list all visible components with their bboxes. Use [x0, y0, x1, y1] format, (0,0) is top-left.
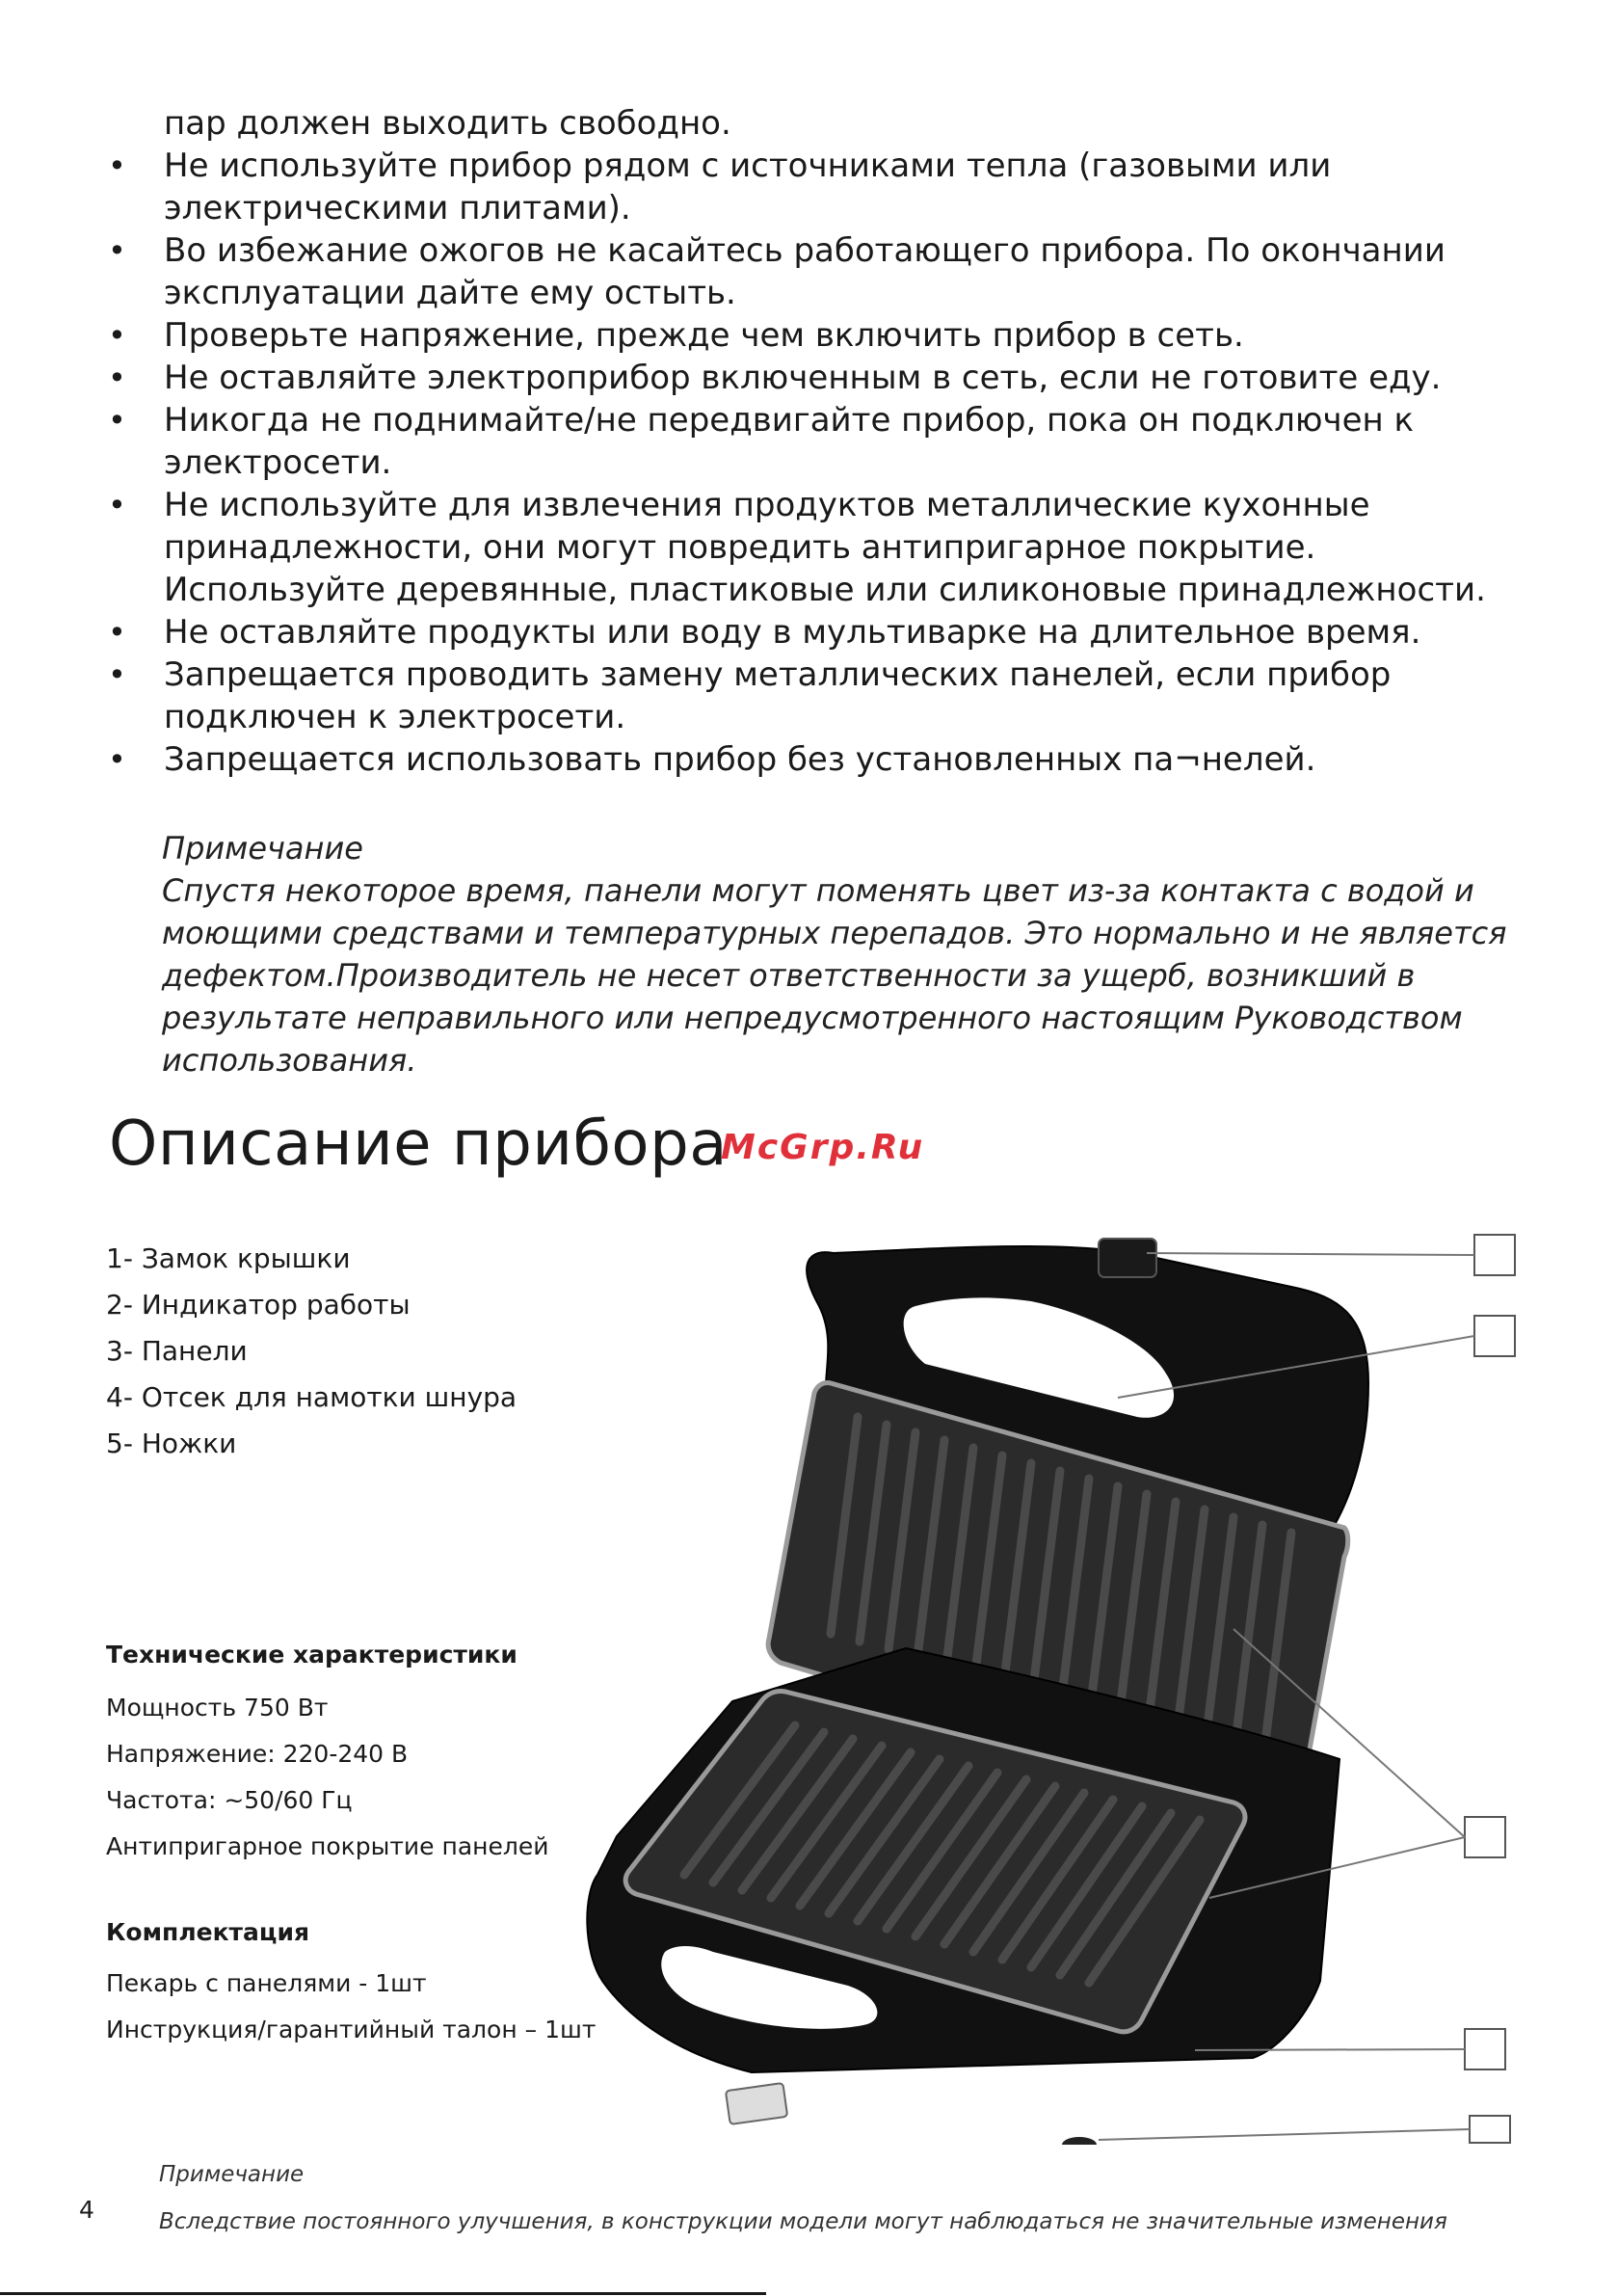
- footer-note-title: Примечание: [159, 2162, 305, 2187]
- safety-item: пар должен выходить свободно.: [164, 104, 731, 143]
- note-text: Спустя некоторое время, панели могут поменять цвет из-за контакта с водой и моющими средствами и температурных перепадов. Это нормально и не является дефектом.Производитель не несет ответственности за ущерб, возникший в результате неправильного или непредусмотренного настоящим Руководством использования.: [162, 872, 1507, 1079]
- parts-list: [106, 1236, 517, 1467]
- page-number: 4: [79, 2196, 94, 2224]
- safety-item: • Не оставляйте продукты или воду в мультиварке на длительное время.: [106, 611, 1513, 654]
- callout-box-2: [1474, 1316, 1515, 1356]
- bottom-rule: [0, 2292, 766, 2295]
- note-block: [162, 827, 1511, 1081]
- callout-box-3: [1465, 1817, 1505, 1857]
- part-item: 2- Индикатор работы: [106, 1289, 411, 1321]
- kit-item: Инструкция/гарантийный талон – 1шт: [106, 2016, 597, 2043]
- spec-item: Напряжение: 220-240 В: [106, 1740, 409, 1768]
- specs-title: Технические характеристики: [106, 1641, 517, 1669]
- callout-box-1: [1474, 1235, 1515, 1275]
- spec-item: Мощность 750 Вт: [106, 1694, 329, 1722]
- safety-item: • Не оставляйте электроприбор включенным в сеть, если не готовите еду.: [106, 357, 1513, 399]
- kit-title: Комплектация: [106, 1918, 310, 1946]
- safety-item: • Проверьте напряжение, прежде чем включить прибор в сеть.: [106, 314, 1513, 357]
- watermark-text: McGrp.Ru: [721, 1128, 925, 1167]
- safety-item: • Не используйте прибор рядом с источниками тепла (газовыми или электрическими плитами).: [106, 145, 1513, 229]
- safety-item: • Никогда не поднимайте/не передвигайте прибор, пока он подключен к электросети.: [106, 399, 1513, 484]
- safety-list: [106, 102, 1513, 781]
- kit-item: Пекарь с панелями - 1шт: [106, 1969, 427, 1997]
- part-item: 1- Замок крышки: [106, 1242, 351, 1274]
- lid-lock: [1099, 1239, 1156, 1277]
- safety-item: • Во избежание ожогов не касайтесь работающего прибора. По окончании эксплуатации дайте ему остыть.: [106, 229, 1513, 314]
- note-title: Примечание: [162, 830, 363, 867]
- kit-list: [106, 1961, 596, 2053]
- callout-box-4: [1465, 2029, 1505, 2069]
- sandwich-maker-illustration: [578, 1219, 1542, 2145]
- section-title: Описание прибора: [109, 1108, 728, 1180]
- spec-item: Частота: ~50/60 Гц: [106, 1786, 353, 1814]
- footer-note-text: Вследствие постоянного улучшения, в конструкции модели могут наблюдаться не значительные изменения: [159, 2209, 1447, 2234]
- foot: [1062, 2137, 1097, 2145]
- part-item: 3- Панели: [106, 1335, 248, 1367]
- spec-item: Антипригарное покрытие панелей: [106, 1832, 549, 1860]
- safety-item: • Запрещается проводить замену металлических панелей, если прибор подключен к электросети.: [106, 654, 1513, 738]
- callout-box-5: [1470, 2116, 1510, 2143]
- safety-item: • Запрещается использовать прибор без установленных па¬нелей.: [106, 738, 1513, 781]
- part-item: 4- Отсек для намотки шнура: [106, 1381, 517, 1413]
- indicator-window: [726, 2083, 787, 2124]
- safety-item: • Не используйте для извлечения продуктов металлические кухонные принадлежности, они могут повредить антипригарное покрытие. Используйте деревянные, пластиковые или силиконовые принадлежности.: [106, 484, 1513, 611]
- part-item: 5- Ножки: [106, 1428, 237, 1459]
- specs-list: [106, 1685, 549, 1870]
